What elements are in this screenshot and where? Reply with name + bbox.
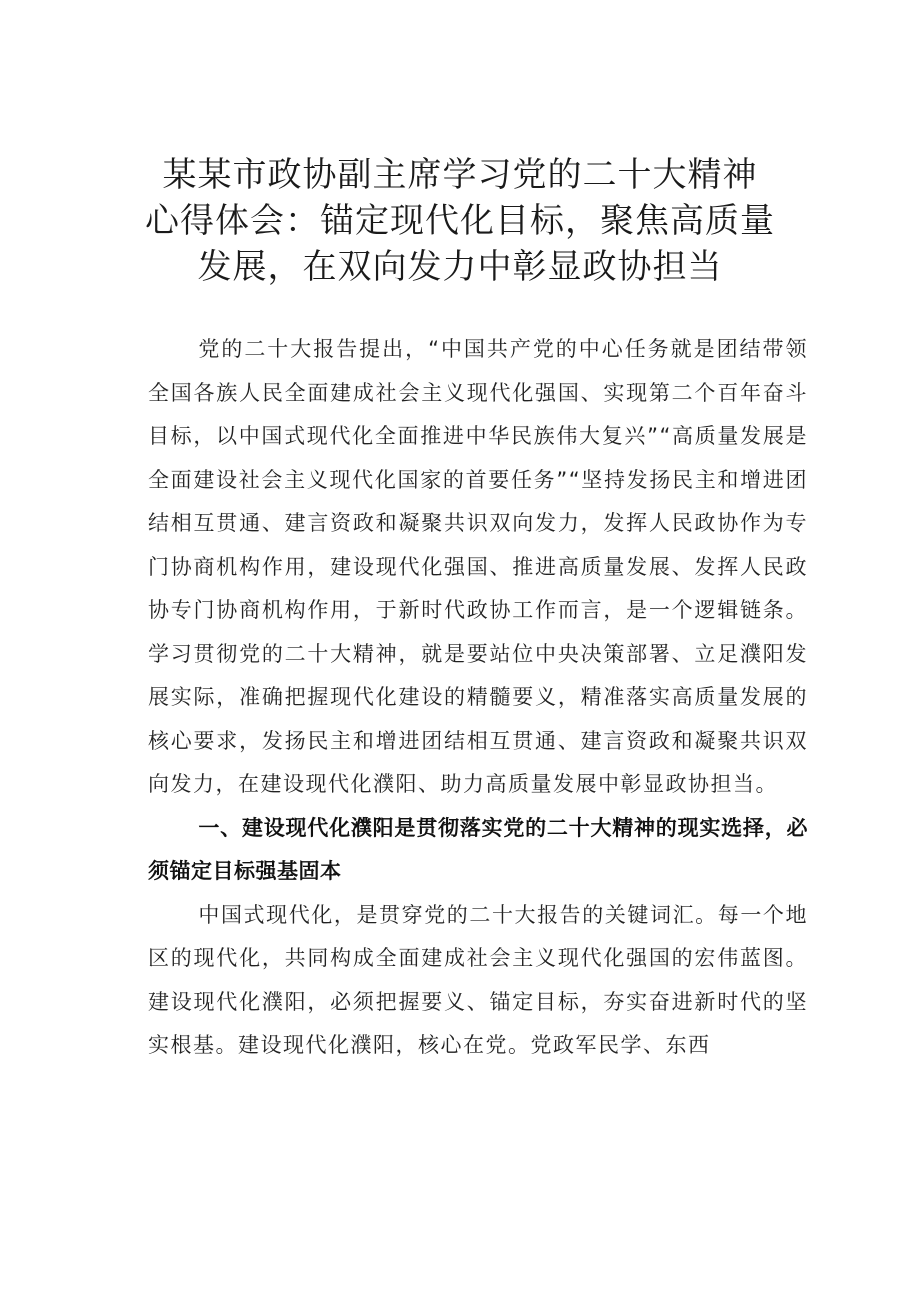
title-line-3: 发展，在双向发力中彰显政协担当 — [197, 247, 723, 287]
intro-paragraph: 党的二十大报告提出，“中国共产党的中心任务就是团结带领全国各族人民全面建成社会主义现代化强国、实现第二个百年奋斗目标，以中国式现代化全面推进中华民族伟大复兴”“高质量发展是全面建设社会主义现代化国家的首要任务”“坚持发扬民主和增进团结相互贯通、建言资政和凝聚共识双向发力，发挥人民政协作为专门协商机构作用，建设现代化强国、推进高质量发展、发挥人民政协专门协商机构作用，于新时代政协工作而言，是一个逻辑链条。学习贯彻党的二十大精神，就是要站位中央决策部署、立足濮阳发展实际，准确把握现代化建设的精髓要义，精准落实高质量发展的核心要求，发扬民主和增进团结相互贯通、建言资政和凝聚共识双向发力，在建设现代化濮阳、助力高质量发展中彰显政协担当。 — [148, 337, 808, 796]
title-line-2: 心得体会：锚定现代化目标，聚焦高质量 — [145, 201, 775, 241]
section-heading-1: 一、建设现代化濮阳是贯彻落实党的二十大精神的现实选择，必须锚定目标强基固本 — [148, 815, 808, 883]
document-body — [148, 328, 808, 1068]
section-1-paragraph: 中国式现代化，是贯穿党的二十大报告的关键词汇。每一个地区的现代化，共同构成全面建成社会主义现代化强国的宏伟蓝图。建设现代化濮阳，必须把握要义、锚定目标，夯实奋进新时代的坚实根基。建设现代化濮阳，核心在党。党政军民学、东西 — [148, 902, 808, 1057]
document-title — [120, 152, 800, 290]
title-line-1: 某某市政协副主席学习党的二十大精神 — [162, 155, 758, 195]
